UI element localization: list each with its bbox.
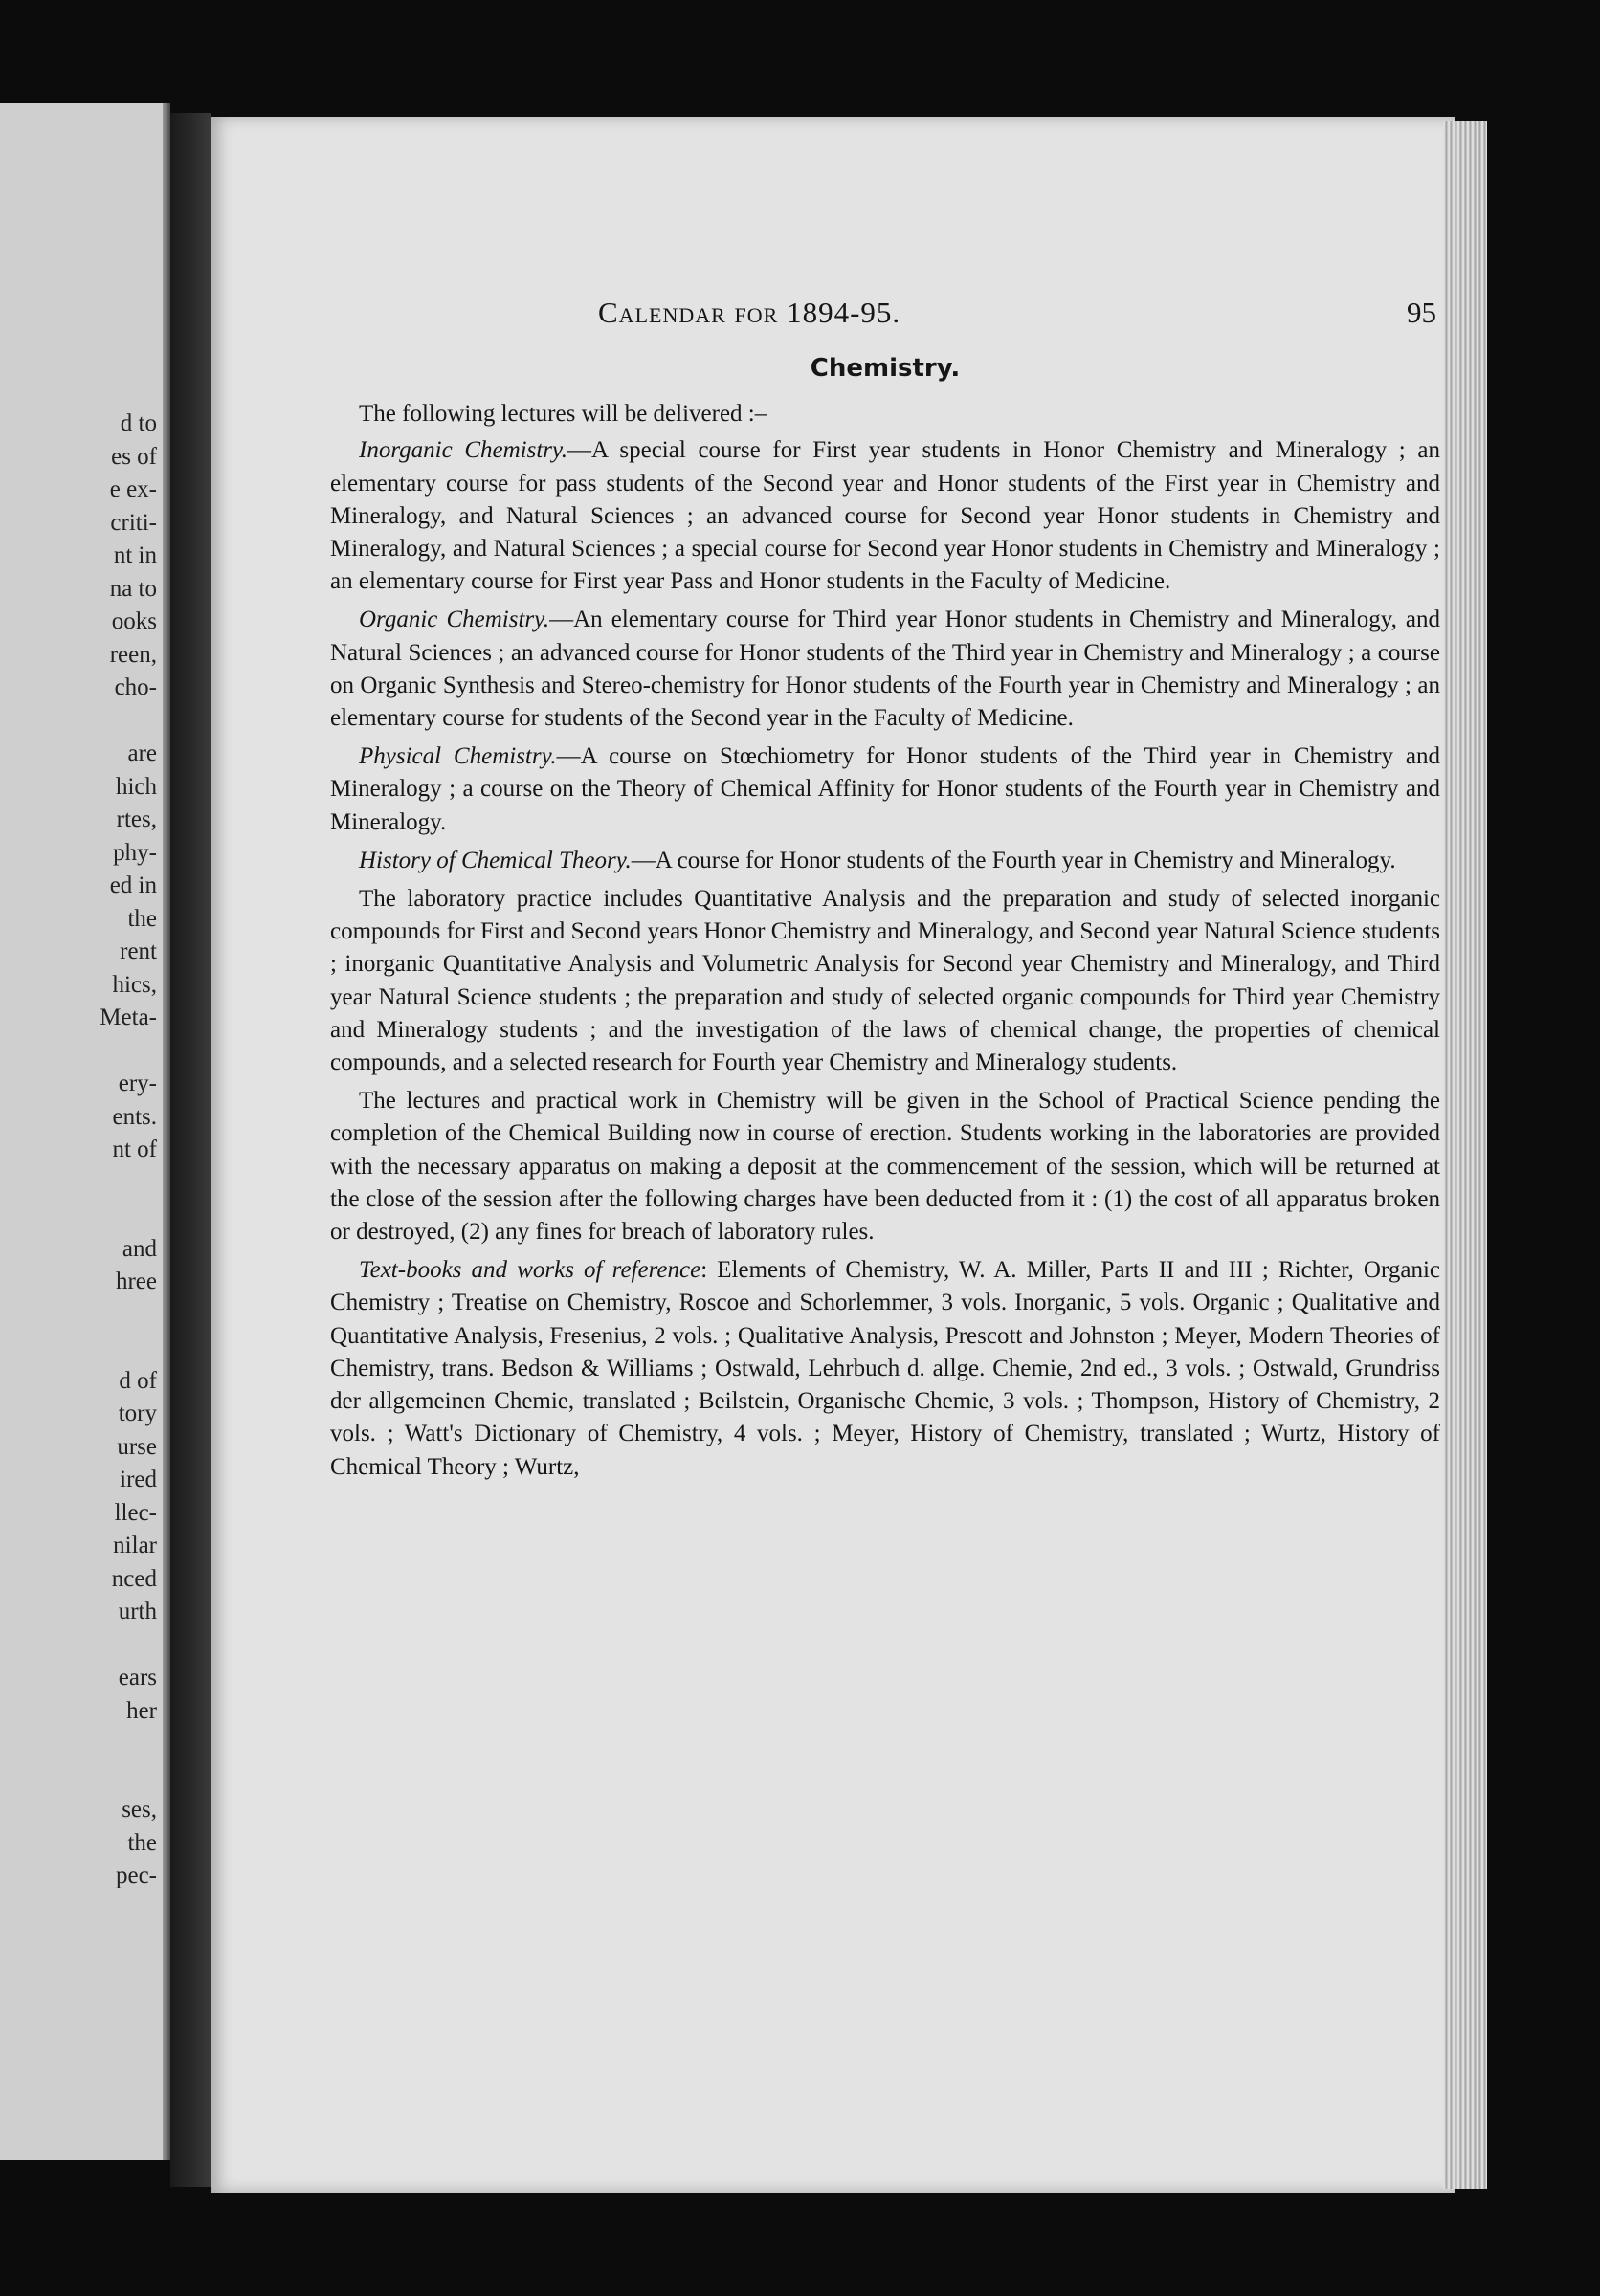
- paragraph-text: The laboratory practice includes Quantitative Analysis and the preparation and study of selected inorganic compounds for First and Second years Honor Chemistry and Mineralogy, and Second year Natural Science students ; inorganic Quantitative Analysis and Volumetric Analysis for Second year Chemistry and Mineralogy, and Third year Natural Science students ; the preparation and study of selected organic compounds for Third year Chemistry and Mineralogy students ; and the investigation of the laws of chemical change, the properties of chemical compounds, and a selected research for Fourth year Chemistry and Mineralogy students.: [330, 886, 1440, 1076]
- paragraph-text: —A course for Honor students of the Fourth year in Chemistry and Mineralogy.: [631, 847, 1396, 873]
- facing-page-line: nced: [111, 1565, 157, 1592]
- facing-page-line: ooks: [111, 608, 157, 634]
- paragraph-lead: History of Chemical Theory.: [359, 847, 632, 873]
- facing-page-line: ears: [118, 1665, 157, 1690]
- facing-page-line: [4, 1200, 157, 1233]
- body-paragraph: [330, 883, 1440, 1079]
- book-gutter: [170, 113, 211, 2187]
- facing-page-line: the: [127, 905, 157, 932]
- body-paragraph: [330, 1254, 1440, 1483]
- paragraph-text: The lectures and practical work in Chemistry will be given in the School of Practical Science pending the completion of the Chemical Building now in course of erection. Students working in the laboratories are provided with the necessary apparatus on making a deposit at the commencement of the session, which will be returned at the close of the session after the following charges have been deducted from it : (1) the cost of all apparatus broken or destroyed, (2) any fines for breach of laboratory rules.: [330, 1088, 1440, 1246]
- facing-page-line: [4, 1629, 157, 1663]
- body-paragraph: [330, 1085, 1440, 1248]
- facing-page-line: [4, 1728, 157, 1761]
- page-header: [330, 297, 1440, 350]
- facing-page-line: nt in: [113, 542, 157, 568]
- facing-page-line: e ex-: [109, 476, 157, 502]
- facing-page-line: hics,: [112, 971, 157, 998]
- facing-page-line: ses,: [122, 1797, 157, 1822]
- facing-page-line: ents.: [112, 1103, 157, 1130]
- facing-page-line: her: [126, 1697, 157, 1724]
- facing-page-line: reen,: [109, 641, 157, 668]
- facing-page-line: tory: [118, 1401, 157, 1426]
- facing-page-line: pec-: [115, 1863, 157, 1888]
- facing-page-text: [4, 408, 157, 1893]
- facing-page-line: nilar: [113, 1533, 157, 1558]
- facing-page-line: are: [127, 740, 157, 766]
- facing-page-line: [4, 705, 157, 739]
- facing-page-line: na to: [109, 575, 157, 602]
- page-content: [330, 297, 1440, 1490]
- facing-page-line: Meta-: [100, 1004, 157, 1030]
- running-title: Calendar for 1894-95.: [598, 296, 901, 329]
- facing-page-line: llec-: [114, 1499, 157, 1526]
- facing-page-line: nt of: [112, 1137, 157, 1162]
- facing-page-line: criti-: [110, 509, 157, 536]
- facing-page-line: rtes,: [116, 806, 157, 832]
- body-paragraph: [330, 845, 1440, 877]
- facing-page-line: d to: [120, 410, 157, 436]
- book-page: [211, 117, 1455, 2193]
- facing-page-line: [4, 1332, 157, 1365]
- paragraph-text: —A course on Stœchiometry for Honor students of the Third year in Chemistry and Mineralogy ; a course on the Theory of Chemical Affinity for Honor students of the Fourth year in Chemistry and Mineralogy.: [330, 743, 1440, 835]
- facing-page: [0, 103, 170, 2160]
- page-block-edge: [1443, 121, 1487, 2189]
- facing-page-line: and: [122, 1235, 157, 1262]
- facing-page-line: [4, 1299, 157, 1333]
- intro-line: The following lectures will be delivered :–: [359, 401, 767, 428]
- paragraph-lead: Inorganic Chemistry.: [359, 437, 567, 464]
- paragraph-lead: Physical Chemistry.: [359, 743, 557, 770]
- section-title: Chemistry.: [810, 354, 961, 383]
- body-paragraph: [330, 740, 1440, 839]
- paragraph-lead: Text-books and works of reference: [359, 1257, 701, 1284]
- facing-page-line: ery-: [118, 1071, 157, 1096]
- facing-page-line: hich: [115, 773, 157, 800]
- body-paragraph: [330, 604, 1440, 735]
- facing-page-line: hree: [115, 1269, 157, 1294]
- facing-page-line: es of: [111, 443, 157, 470]
- facing-page-line: phy-: [113, 839, 157, 866]
- paragraph-text: : Elements of Chemistry, W. A. Miller, Parts II and III ; Richter, Organic Chemistry ; Treatise on Chemistry, Roscoe and Schorlemmer, 3 vols. Inorganic, 5 vols. Organic ; Qualitative and Quantitative Analysis, Fresenius, 2 vols. ; Qualitative Analysis, Prescott and Johnston ; Meyer, Modern Theories of Chemistry, trans. Bedson & Williams ; Ostwald, Lehrbuch d. allge. Chemie, 2nd ed., 3 vols. ; Ostwald, Grundriss der allgemeinen Chemie, translated ; Beilstein, Organische Chemie, 3 vols. ; Thompson, History of Chemistry, 2 vols. ; Watt's Dictionary of Chemistry, 4 vols. ; Meyer, History of Chemistry, translated ; Wurtz, History of Chemical Theory ; Wurtz,: [330, 1257, 1440, 1480]
- body-paragraph: [330, 434, 1440, 598]
- facing-page-line: urth: [118, 1599, 157, 1624]
- facing-page-line: d of: [119, 1367, 157, 1394]
- facing-page-line: ed in: [109, 872, 157, 898]
- facing-page-line: ired: [120, 1467, 157, 1492]
- body-paragraphs: [330, 434, 1440, 1483]
- facing-page-line: the: [127, 1829, 157, 1856]
- facing-page-line: cho-: [114, 674, 157, 700]
- facing-page-edge: [163, 103, 170, 2160]
- facing-page-line: [4, 1035, 157, 1069]
- paragraph-text: —A special course for First year students in Honor Chemistry and Mineralogy ; an elementary course for pass students of the Second year and Honor students of the First year in Chemistry and Mineralogy, and Natural Sciences ; an advanced course for Second year Honor students in Chemistry and Mineralogy, and Natural Sciences ; a special course for Second year Honor students in Chemistry and Mineralogy ; an elementary course for First year Pass and Honor students in the Faculty of Medicine.: [330, 437, 1440, 595]
- facing-page-line: urse: [117, 1433, 157, 1460]
- paragraph-lead: Organic Chemistry.: [359, 607, 550, 633]
- facing-page-line: rent: [120, 938, 157, 964]
- paragraph-text: —An elementary course for Third year Honor students in Chemistry and Mineralogy, and Natural Sciences ; an advanced course for Honor students of the Third year in Chemistry and Mineralogy ; a course on Organic Synthesis and Stereo-chemistry for Honor students of the Fourth year in Chemistry and Mineralogy ; an elementary course for students of the Second year in the Faculty of Medicine.: [330, 607, 1441, 732]
- facing-page-line: [4, 1761, 157, 1795]
- facing-page-line: [4, 1167, 157, 1201]
- page-number: 95: [1407, 296, 1436, 329]
